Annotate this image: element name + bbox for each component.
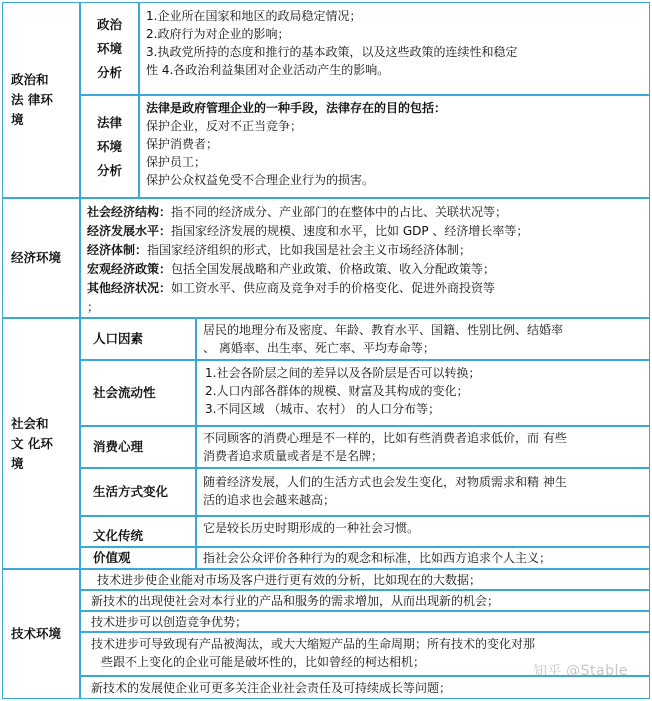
economic-text: 指国家经济组织的形式，比如我国是社会主义市场经济体制； xyxy=(147,243,472,257)
economic-text: 包括全国发展战略和产业政策、价格政策、收入分配政策等； xyxy=(171,262,496,276)
economic-text: 指国家经济发展的规模、速度和水平，比如 GDP 、经济增长率等； xyxy=(171,224,529,238)
economic-content xyxy=(80,198,650,318)
economic-item xyxy=(87,260,643,279)
mobility-line: 1.社会各阶层之间的差异以及各阶层是否可以转换； xyxy=(205,366,481,380)
tech-line: 新技术的出现使社会对本行业的产品和服务的需求增加，从而出现新的机会； xyxy=(91,594,500,608)
law-line: 保护企业，反对不正当竞争； xyxy=(146,119,303,133)
sub-mobility xyxy=(80,360,196,426)
category-technology xyxy=(2,569,80,699)
tech-line: 新技术的发展使企业可更多关注企业社会责任及可持续成长等问题； xyxy=(91,681,452,695)
law-content xyxy=(139,95,650,198)
values-line: 指社会公众评价各种行为的观念和标准，比如西方追求个人主义； xyxy=(203,551,552,565)
consumer-content xyxy=(196,426,650,468)
watermark xyxy=(533,661,628,681)
values-content xyxy=(196,547,650,569)
category-social-cultural xyxy=(2,318,80,569)
tech-line: 技术进步可导致现有产品被淘汰，或大大缩短产品的生命周期；所有技术的变化对那 xyxy=(91,637,536,651)
economic-term: 经济发展水平： xyxy=(87,224,172,238)
sub-culture xyxy=(80,516,196,547)
population-line: 、 离婚率、出生率、死亡率、平均寿命等； xyxy=(203,341,435,355)
tech-item xyxy=(80,569,650,590)
politics-line: 3.执政党所持的态度和推行的基本政策，以及这些政策的连续性和稳定 xyxy=(146,45,518,59)
sub-lifestyle-label: 生活方式变化 xyxy=(93,484,169,499)
watermark-brand: 知乎 xyxy=(533,664,563,680)
economic-item xyxy=(87,222,643,241)
pest-table xyxy=(2,2,650,699)
category-technology-label: 技术环境 xyxy=(11,626,62,641)
sub-population xyxy=(80,318,196,360)
lifestyle-content xyxy=(196,468,650,516)
sub-politics-label: 政治 环境 分析 xyxy=(96,16,122,80)
consumer-line: 不同顾客的消费心理是不一样的，比如有些消费者追求低价，而 有些 xyxy=(203,431,567,445)
sub-politics xyxy=(80,2,139,95)
mobility-content xyxy=(196,360,650,426)
category-economic xyxy=(2,198,80,318)
tech-line: 些跟不上变化的企业可能是破坏性的，比如曾经的柯达相机； xyxy=(101,655,426,669)
culture-content xyxy=(196,516,650,547)
economic-text: 如工资水平、供应商及竞争对手的价格变化、促进外商投资等 xyxy=(171,281,496,295)
politics-line: 2.政府行为对企业的影响； xyxy=(146,27,290,41)
economic-item xyxy=(87,279,643,298)
category-political-legal xyxy=(2,2,80,198)
politics-content xyxy=(139,2,650,95)
sub-values xyxy=(80,547,196,569)
law-line: 保护员工； xyxy=(146,155,207,169)
culture-line: 它是较长历史时期形成的一种社会习惯。 xyxy=(203,521,420,535)
politics-line: 性 4.各政治利益集团对企业活动产生的影响。 xyxy=(146,63,390,77)
category-political-legal-label: 政治和 法 律环 境 xyxy=(11,72,53,127)
economic-trailing: ； xyxy=(87,300,100,314)
sub-population-label: 人口因素 xyxy=(93,331,144,346)
sub-values-label: 价值观 xyxy=(93,550,131,565)
politics-line: 1.企业所在国家和地区的政局稳定情况； xyxy=(146,9,362,23)
consumer-line: 消费者追求质量或者是不是名牌； xyxy=(203,449,384,463)
category-social-cultural-label: 社会和 文 化环 境 xyxy=(11,415,53,471)
law-line: 保护公众权益免受不合理企业行为的损害。 xyxy=(146,173,375,187)
sub-law-label: 法律 环境 分析 xyxy=(96,114,122,178)
economic-term: 社会经济结构： xyxy=(87,205,172,219)
lifestyle-line: 随着经济发展，人们的生活方式也会发生变化，对物质需求和精 神生 xyxy=(203,475,567,489)
population-line: 居民的地理分布及密度、年龄、教育水平、国籍、性别比例、结婚率 xyxy=(203,323,564,337)
sub-culture-label: 文化传统 xyxy=(93,527,144,543)
law-heading: 法律是政府管理企业的一种手段，法律存在的目的包括： xyxy=(146,101,447,115)
tech-line: 技术进步使企业能对市场及客户进行更有效的分析，比如现在的大数据； xyxy=(97,573,482,587)
population-content xyxy=(196,318,650,360)
tech-item xyxy=(80,590,650,611)
sub-law xyxy=(80,95,139,198)
law-line: 保护消费者； xyxy=(146,137,219,151)
economic-term: 宏观经济政策： xyxy=(87,262,172,276)
economic-item xyxy=(87,241,643,260)
mobility-line: 2.人口内部各群体的规模、财富及其构成的变化； xyxy=(205,384,469,398)
category-economic-label: 经济环境 xyxy=(11,250,62,265)
sub-consumer-label: 消费心理 xyxy=(93,439,144,454)
economic-term: 经济体制： xyxy=(87,243,148,257)
tech-line: 技术进步可以创造竞争优势； xyxy=(91,615,248,629)
economic-text: 指不同的经济成分、产业部门的在整体中的占比、关联状况等； xyxy=(171,205,508,219)
economic-term: 其他经济状况： xyxy=(87,281,172,295)
tech-item xyxy=(80,611,650,632)
sub-lifestyle xyxy=(80,468,196,516)
mobility-line: 3.不同区域 （城市、农村） 的人口分布等； xyxy=(205,402,441,416)
sub-mobility-label: 社会流动性 xyxy=(93,385,156,400)
economic-item xyxy=(87,203,643,222)
lifestyle-line: 活的追求也会越来越高； xyxy=(203,493,336,507)
watermark-author: @Stable xyxy=(566,663,628,679)
sub-consumer xyxy=(80,426,196,468)
